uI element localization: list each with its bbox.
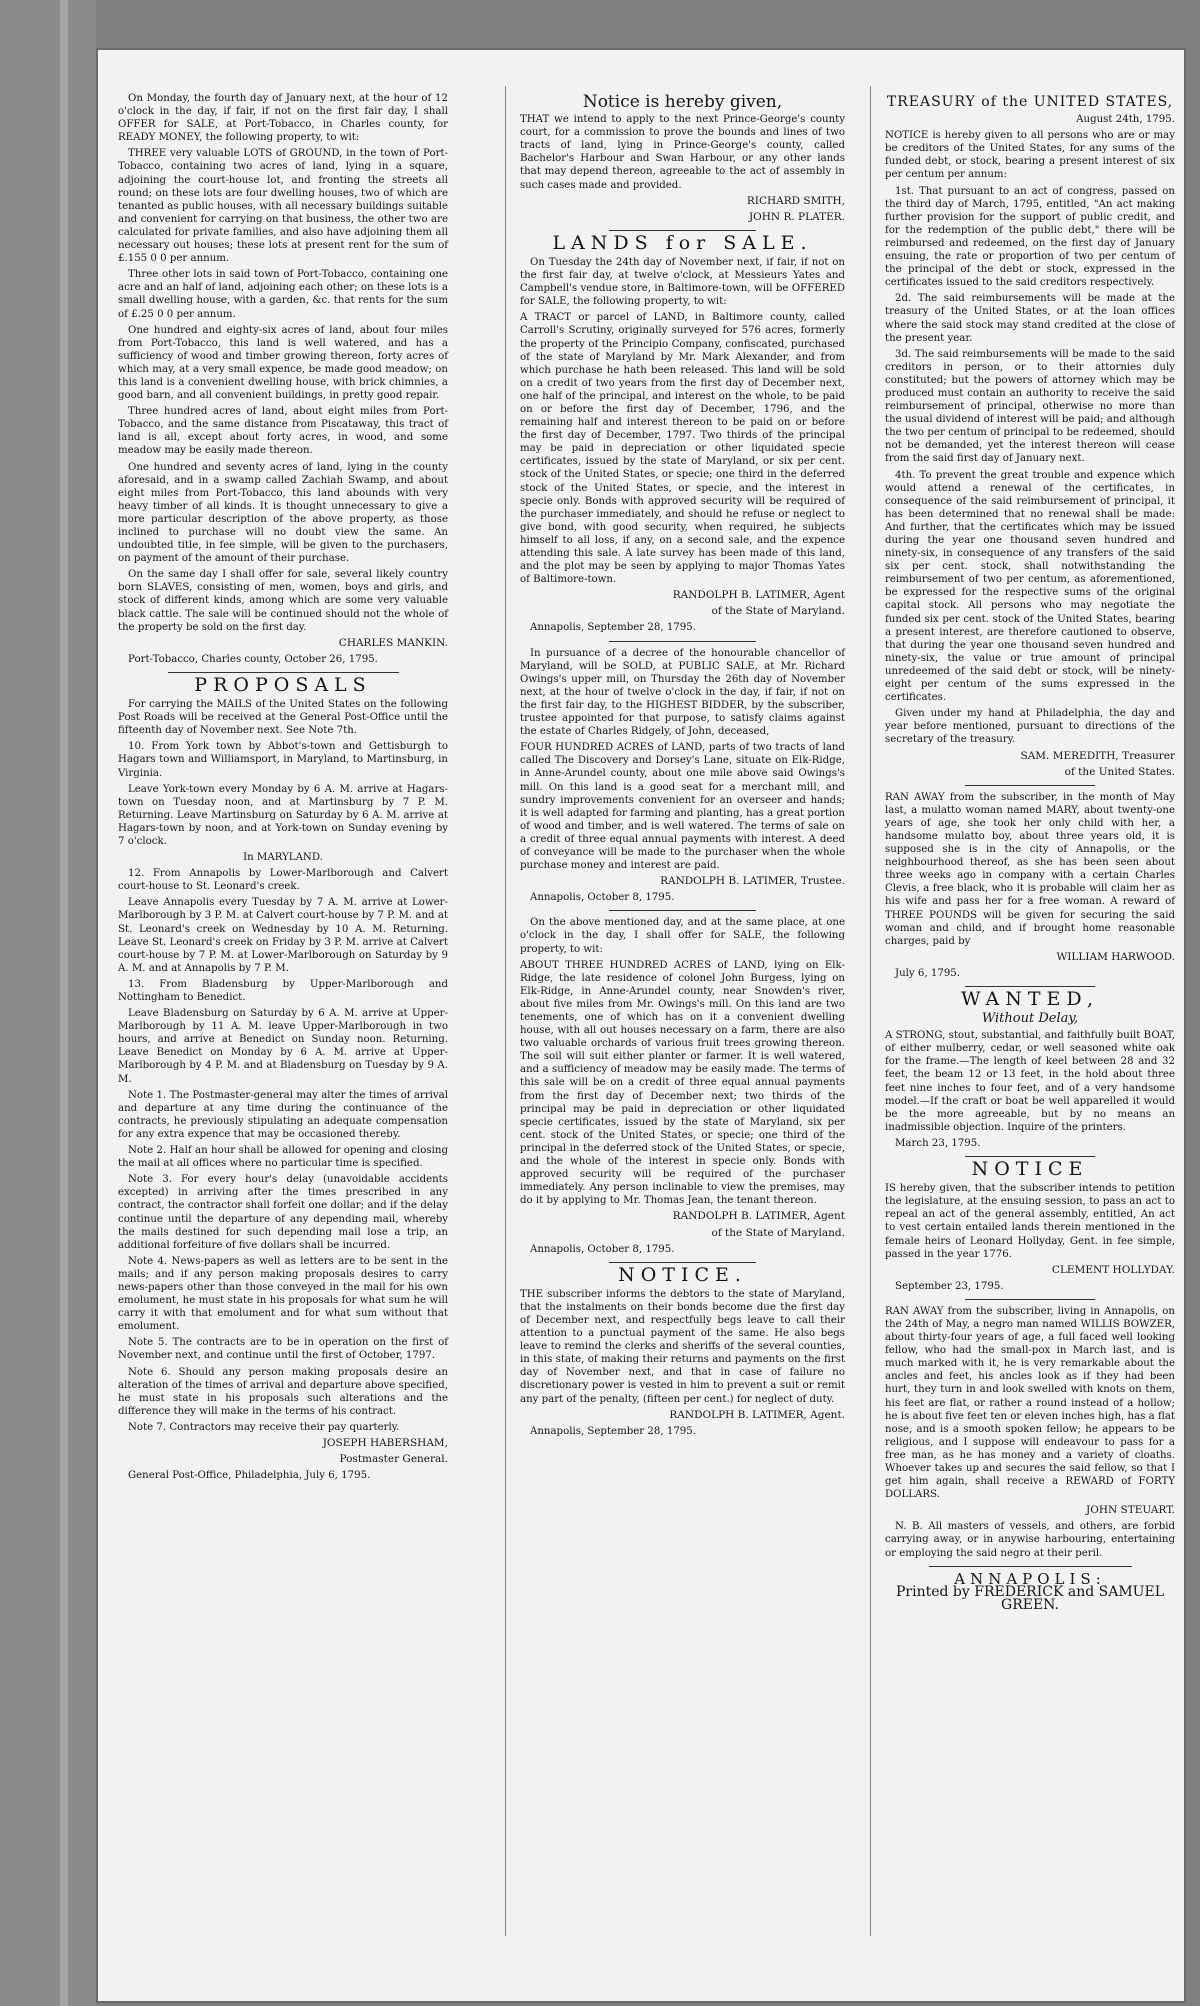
ad-signature: JOHN STEUART. (1086, 1504, 1175, 1517)
note-paragraph: Note 4. News-papers as well as letters are to be sent in the mails; and if any person making proposals desires to carry news-papers other than those conveyed in the mail for his own emolument, he must state in his proposals for what sum he will carry it with that emolument and for what sum without that emolument. (118, 1255, 448, 1333)
notice-heading: NOTICE (971, 1158, 1089, 1181)
debtors-notice (520, 1263, 845, 1438)
note-paragraph: Note 6. Should any person making proposals desire an alteration of the times of arrival and departure above specified, he must state in his proposals such alterations and the difference they will make in the terms of his contract. (118, 1366, 448, 1417)
notice-heading: Notice is hereby given, (582, 92, 783, 112)
runaway-bowzer-ad (885, 1305, 1175, 1560)
ad-signature-title: of the State of Maryland. (711, 1226, 845, 1239)
ad-paragraph: One hundred and seventy acres of land, lying in the county aforesaid, and in a swamp called Zachiah Swamp, and about eight miles from Port-Tobacco, this land abounds with very heavy timber of all kinds. It is thought unnecessary to give a more particular description of the above property, as those inclined to purchase will no doubt view the same. An undoubted title, in fee simple, will be given to the purchasers, on payment of the amount of their purchase. (118, 461, 448, 565)
column-rule-2 (870, 86, 871, 1936)
ad-dateline: General Post-Office, Philadelphia, July 6, 1795. (128, 1470, 371, 1482)
ad-paragraph: Three other lots in said town of Port-Tobacco, containing one acre and an half of land, adjoining each other; on these lots is a small dwelling house, with a garden, &c. that rents for the sum of £.25 0 0 per annum. (118, 269, 448, 320)
separator-rule (609, 230, 755, 231)
lands-for-sale-ad (520, 231, 845, 635)
ad-dateline: March 23, 1795. (895, 1137, 981, 1149)
note-paragraph: Note 1. The Postmaster-general may alter the times of arrival and departure at any time during the continuance of the contracts, he previously stipulating an adequate compensation for any extra expence that may be occasioned thereby. (118, 1089, 448, 1140)
notice-body: IS hereby given, that the subscriber intends to petition the legislature, at the ensuing session, to pass an act to repeal an act of the general assembly, entitled, An act to vest certain entailed lands therein mentioned in the female heirs of Leonard Hollyday, Gent. in fee simple, passed in the year 1776. (885, 1183, 1175, 1260)
ad-body: RAN AWAY from the subscriber, living in Annapolis, on the 24th of May, a negro man named WILLIS BOWZER, about thirty-four years of age, a full faced well looking fellow, who had the small-pox in March last, and is much marked with it, he is very remarkable about the ancles and feet, his ancles look as if they had been hurt, they turn in and look swelled with knots on them, his feet are flat, or rather a round instead of a hollow; he is about five feet ten or eleven inches high, has a flat nose, and is a smooth spoken fellow; he appears to be religious, and I suppose will endeavour to pass for a free man, as he has money and a variety of cloaths. Whoever takes up and secures the said fellow, so that I get him again, shall receive a REWARD of FORTY DOLLARS. (885, 1305, 1175, 1501)
ad-dateline: Port-Tobacco, Charles county, October 26, 1795. (128, 653, 378, 665)
wanted-boat-ad (885, 988, 1175, 1150)
proposals-ad (118, 673, 448, 1482)
treasury-date: August 24th, 1795. (1076, 114, 1175, 126)
ad-dateline: Annapolis, October 8, 1795. (530, 1243, 675, 1255)
ad-body: ABOUT THREE HUNDRED ACRES of LAND, lying on Elk-Ridge, the late residence of colonel John Burgess, lying on Elk-Ridge, in Anne-Arundel county, near Snowden's river, about five miles from Mr. Owings's mill. On this land are two tenements, one of which has on it a convenient dwelling house, with all out houses necessary on a farm, there are also two valuable orchards of various fruit trees growing thereon. The soil will suit either planter or farmer. It is well watered, and a sufficiency of meadow may be easily made. The terms of this sale will be on a credit of three equal annual payments from the first day of December next; two thirds of the principal may be paid in depreciation or other liquidated specie certificates, issued by the state of Maryland, six per cent. stock of the United States, or specie; one third of the principal in the deferred stock of the United States, or specie, and the whole of the interest in specie only. Bonds with approved security will be required of the purchaser immediately. Any person inclinable to view the premises, may do it by applying to Mr. Thomas Jean, the tenant thereon. (520, 959, 845, 1207)
ad-intro: In pursuance of a decree of the honourable chancellor of Maryland, will be SOLD, at PUBLIC SALE, at Mr. Richard Owings's upper mill, on Thursday the 26th day of November next, at the hour of twelve o'clock in the day, if fair, if not on the first fair day, to the HIGHEST BIDDER, by the subscriber, trustee appointed for that purpose, to satisfy claims against the estate of Charles Ridgely, of John, deceased, (520, 647, 845, 738)
route-paragraph: Leave York-town every Monday by 6 A. M. arrive at Hagars-town on Tuesday noon, and at Martinsburg by 7 P. M. Returning. Leave Martinsburg on Saturday by 6 A. M. arrive at Hagars-town by noon, and at York-town on Sunday evening by 7 o'clock. (118, 783, 448, 847)
ad-signature: RANDOLPH B. LATIMER, Agent. (669, 1408, 845, 1421)
section-heading: In MARYLAND. (243, 852, 323, 864)
ad-intro: For carrying the MAILS of the United States on the following Post Roads will be received at the General Post-Office until the fifteenth day of November next. See Note 7th. (118, 699, 448, 737)
ad-paragraph: Three hundred acres of land, about eight miles from Port-Tobacco, and the same distance from Piscataway, this tract of land is all, except about forty acres, in wood, and some meadow may be easily made thereon. (118, 406, 448, 457)
route-paragraph: Leave Bladensburg on Saturday by 6 A. M. arrive at Upper-Marlborough by 11 A. M. leave Upper-Marlborough in two hours, and arrive at Benedict on Sunday noon. Returning. Leave Benedict on Monday by 6 A. M. arrive at Upper-Marlborough by 4 P. M. and at Bladensburg on Tuesday by 9 A. M. (118, 1008, 448, 1085)
ad-paragraph: 1st. That pursuant to an act of congress, passed on the third day of March, 1795, entitled, "An act making further provision for the support of public credit, and for the redemption of the public debt," there will be reimbursed and redeemed, on the first day of January ensuing, the rate or proportion of two per centum of the principal of the debt or stock, expressed in the certificates issued to the said creditors respectively. (885, 185, 1175, 289)
ad-postscript: N. B. All masters of vessels, and others, are forbid carrying away, or in anywise harbouring, entertaining or employing the said negro at their peril. (885, 1521, 1175, 1559)
route-paragraph: 12. From Annapolis by Lower-Marlborough and Calvert court-house to St. Leonard's creek. (118, 868, 448, 893)
note-paragraph: Note 2. Half an hour shall be allowed for opening and closing the mail at all offices where no particular time is specified. (118, 1145, 448, 1170)
ad-paragraph: On the same day I shall offer for sale, several likely country born SLAVES, consisting of men, women, boys and girls, and stock of different kinds, among which are some very valuable black cattle. The sale will be continued should not the whole of the property be sold on the first day. (118, 569, 448, 633)
ad-dateline: Annapolis, September 28, 1795. (530, 1425, 697, 1437)
burgess-land-ad (520, 916, 845, 1255)
ad-intro: NOTICE is hereby given to all persons who are or may be creditors of the United States, for any sums of the funded debt, or stock, bearing a present interest of six per centum per annum: (885, 130, 1175, 181)
notice-body: THE subscriber informs the debtors to the state of Maryland, that the instalments on their bonds become due the first day of December next, and respectfully begs leave to call their attention to a punctual payment of the same. He also begs leave to remind the clerks and sheriffs of the several counties, in this state, of making their returns and payments on the first day of November next, and that in case of failure no discretionary power is vested in him to prevent a suit or remit any part of the penalty, (fifteen per cent.) for neglect of duty. (520, 1288, 845, 1405)
mankin-sale-ad (118, 92, 448, 666)
ad-dateline: Annapolis, October 8, 1795. (530, 892, 675, 904)
ad-body: FOUR HUNDRED ACRES of LAND, parts of two tracts of land called The Discovery and Dorsey's Lane, situate on Elk-Ridge, in Anne-Arundel county, about one mile above said Owings's mill. On this land is a good seat for a merchant mill, and sundry improvements convenient for an overseer and hands; it is well adapted for farming and planting, has a great portion of wood and timber, and is well watered. The terms of sale on a credit of three equal annual payments with interest. A deed of conveyance will be made to the purchaser when the whole purchase money and interest are paid. (520, 742, 845, 872)
column-rule-1 (505, 86, 506, 1936)
notice-body: THAT we intend to apply to the next Prince-George's county court, for a commission to prove the bounds and lines of two tracts of land, lying in Prince-George's county, called Bachelor's Harbour and Swan Harbour, or any other lands that may depend thereon, agreeable to the act of assembly in such cases made and provided. (520, 114, 845, 191)
ad-dateline: Annapolis, September 28, 1795. (530, 622, 697, 634)
ad-dateline: September 23, 1795. (895, 1280, 1004, 1292)
column-3 (885, 92, 1175, 1612)
separator-rule (965, 1156, 1096, 1157)
ad-signature-title: of the United States. (1064, 765, 1175, 778)
ad-signature: CHARLES MANKIN. (338, 636, 448, 649)
separator-rule (929, 1566, 1132, 1567)
hollyday-notice (885, 1158, 1175, 1293)
wanted-heading: WANTED, (960, 988, 1100, 1010)
note-paragraph: Note 7. Contractors may receive their pay quarterly. (128, 1421, 400, 1433)
ad-dateline: July 6, 1795. (895, 967, 961, 979)
binding-strip (0, 0, 96, 2006)
ad-paragraph: 3d. The said reimbursements will be made to the said creditors in person, or to their attornies duly constituted; but the powers of attorney which may be produced must contain an authority to receive the said reimbursement of principal, otherwise no more than the usual dividend of interest will be paid; and although the two per centum of principal to be redeemed, should not be demanded, yet the interest thereon will cease from the said first day of January next. (885, 348, 1175, 465)
ad-body: A STRONG, stout, substantial, and faithfully built BOAT, of either mulberry, cedar, or well seasoned white oak for the frame.—The length of keel between 28 and 32 feet, the beam 12 or 13 feet, in the hold about three feet nine inches to four feet, and of a very handsome model.—If the craft or boat be well apparelled it would be the more agreeable, but by no means an inadmissible objection. Inquire of the printers. (885, 1030, 1175, 1133)
chancery-sale-ad (520, 647, 845, 905)
ad-paragraph: 4th. To prevent the great trouble and expence which would attend a renewal of the certificates, in consequence of the said reimbursement of principal, it has been determined that no renewal shall be made: And further, that the certificates which may be issued during the year one thousand seven hundred and ninety-six, in consequence of any transfers of the said six per cent. stock, shall notwithstanding the reimbursement of two per centum, as aforementioned, be expressed for the respective sums of the original capital stock. All persons who may negotiate the funded six per cent. stock of the United States, bearing a present interest, are therefore cautioned to observe, that during the year one thousand seven hundred and ninety-six, the value or true amount of principal unredeemed of the said debt or stock, will be ninety-eight per centum of the sums expressed in the certificates. (885, 469, 1175, 704)
route-paragraph: 10. From York town by Abbot's-town and Gettisburgh to Hagars town and Williamsport, in Maryland, to Martinsburg, in Virginia. (118, 741, 448, 779)
treasury-heading: TREASURY of the UNITED STATES, (886, 94, 1174, 110)
ad-signature: RANDOLPH B. LATIMER, Agent (672, 589, 845, 602)
ad-signature-title: Postmaster General. (339, 1453, 448, 1466)
separator-rule (609, 641, 755, 642)
ad-signature: RANDOLPH B. LATIMER, Agent (672, 1210, 845, 1223)
separator-rule (609, 910, 755, 911)
ad-intro: On Monday, the fourth day of January next, at the hour of 12 o'clock in the day, if fair, if not on the first fair day, I shall OFFER for SALE, at Port-Tobacco, in Charles county, for READY MONEY, the following property, to wit: (118, 93, 448, 144)
route-paragraph: Leave Annapolis every Tuesday by 7 A. M. arrive at Lower-Marlborough by 3 P. M. at Calvert court-house by 7 P. M. and at St. Leonard's creek on Wednesday by 10 A. M. Returning. Leave St. Leonard's creek on Friday by 3 P. M. arrive at Calvert court-house by 7 P. M. at Lower-Marlborough on Saturday by 9 A. M. and at Annapolis by 7 P. M. (118, 897, 448, 974)
ad-signature: SAM. MEREDITH, Treasurer (1020, 749, 1175, 762)
wanted-subheading: Without Delay, (981, 1011, 1079, 1027)
proposals-heading: PROPOSALS (194, 673, 372, 696)
ad-body: A TRACT or parcel of LAND, in Baltimore county, called Carroll's Scrutiny, originally surveyed for 576 acres, formerly the property of the Principio Company, confiscated, purchased of the state of Maryland by Mr. Mark Alexander, and from which purchase he hath been released. This land will be sold on a credit of two years from the first day of December next, one half of the principal, and interest on the whole, to be paid on or before the first day of December, 1796, and the remaining half and interest thereon to be paid on or before the first day of December, 1797. Two thirds of the principal may be paid in depreciation or other liquidated specie certificates, issued by the state of Maryland, or six per cent. stock of the United States, or specie; one third in the deferred stock of the United States, or specie, and the interest in specie only. Bonds with approved security will be required of the purchaser immediately, and should he refuse or neglect to give bond, with good security, when required, he subjects himself to all loss, if any, on a second sale, and the expence attending this sale. A late survey has been made of this land, and the plot may be seen by applying to major Thomas Yates of Baltimore-town. (520, 312, 845, 586)
column-2 (520, 92, 845, 1444)
notice-heading: NOTICE. (618, 1263, 747, 1286)
ad-paragraph: One hundred and eighty-six acres of land, about four miles from Port-Tobacco, this land is well watered, and has a sufficiency of wood and timber growing thereon, forty acres of which may, at a very small expence, be made good meadow; on this land is a convenient dwelling house, with brick chimnies, a good barn, and all convenient buildings, in pretty good repair. (118, 324, 448, 402)
ad-paragraph: Given under my hand at Philadelphia, the day and year before mentioned, pursuant to directions of the secretary of the treasury. (885, 708, 1175, 746)
ad-paragraph: THREE very valuable LOTS of GROUND, in the town of Port-Tobacco, containing two acres of land, lying in a square, adjoining the court-house lot, and fronting the streets all round; on these lots are four dwelling houses, two of which are tenanted as public houses, with all necessary buildings suitable and convenient for carrying on that business, the other two are calculated for private families, and also have adjoining them all necessary out houses; these lots at present rent for the sum of £.155 0 0 per annum. (118, 148, 448, 265)
note-paragraph: Note 3. For every hour's delay (unavoidable accidents excepted) in arriving after the times prescribed in any contract, the contractor shall forfeit one dollar; and if the delay continue until the departure of any depending mail, whereby the mails destined for such depending mail lose a trip, an additional forfeiture of five dollars shall be incurred. (118, 1174, 448, 1251)
ad-signature: CLEMENT HOLLYDAY. (1051, 1263, 1175, 1276)
binding-fold (60, 0, 68, 2006)
runaway-mary-ad (885, 791, 1175, 980)
boundary-notice (520, 92, 845, 224)
ad-signature: RICHARD SMITH, (746, 194, 845, 207)
ad-signature: JOSEPH HABERSHAM, (322, 1437, 448, 1449)
ad-intro: On Tuesday the 24th day of November next, if fair, if not on the first fair day, at twelve o'clock, at Messieurs Yates and Campbell's vendue store, in Baltimore-town, will be OFFERED for SALE, the following property, to wit: (520, 256, 845, 308)
separator-rule (168, 672, 399, 673)
separator-rule (965, 785, 1096, 786)
ad-signature-title: of the State of Maryland. (711, 605, 845, 618)
ad-body: RAN AWAY from the subscriber, in the month of May last, a mulatto woman named MARY, about twenty-one years of age, she took her only child with her, a handsome mulatto boy, about three years old, it is supposed she is in the city of Annapolis, or the neighbourhood thereof, as she has been seen about three weeks ago in company with a certain Charles Clevis, a free black, who it is probable will claim her as his wife and pass her for a free woman. A reward of THREE POUNDS will be given for securing the said woman and child, and if brought home reasonable charges, paid by (885, 791, 1175, 947)
treasury-notice (885, 96, 1175, 779)
lands-heading: LANDS for SALE. (552, 231, 813, 254)
ad-signature: RANDOLPH B. LATIMER, Trustee. (660, 875, 845, 888)
imprint-city: ANNAPOLIS: (954, 1569, 1106, 1588)
route-paragraph: 13. From Bladensburg by Upper-Marlborough and Nottingham to Benedict. (118, 978, 448, 1003)
imprint-printers: Printed by FREDERICK and SAMUEL GREEN. (896, 1583, 1164, 1613)
separator-rule (965, 986, 1096, 987)
ad-paragraph: 2d. The said reimbursements will be made at the treasury of the United States, or at the loan offices where the said stock may stand credited at the close of the present year. (885, 293, 1175, 344)
ad-signature: JOHN R. PLATER. (748, 210, 845, 223)
ad-intro: On the above mentioned day, and at the same place, at one o'clock in the day, I shall offer for SALE, the following property, to wit: (520, 917, 845, 955)
note-paragraph: Note 5. The contracts are to be in operation on the first of November next, and continue until the first of October, 1797. (118, 1337, 448, 1362)
column-1 (118, 92, 448, 1488)
separator-rule (965, 1299, 1096, 1300)
separator-rule (609, 1262, 755, 1263)
ad-signature: WILLIAM HARWOOD. (1056, 950, 1175, 963)
